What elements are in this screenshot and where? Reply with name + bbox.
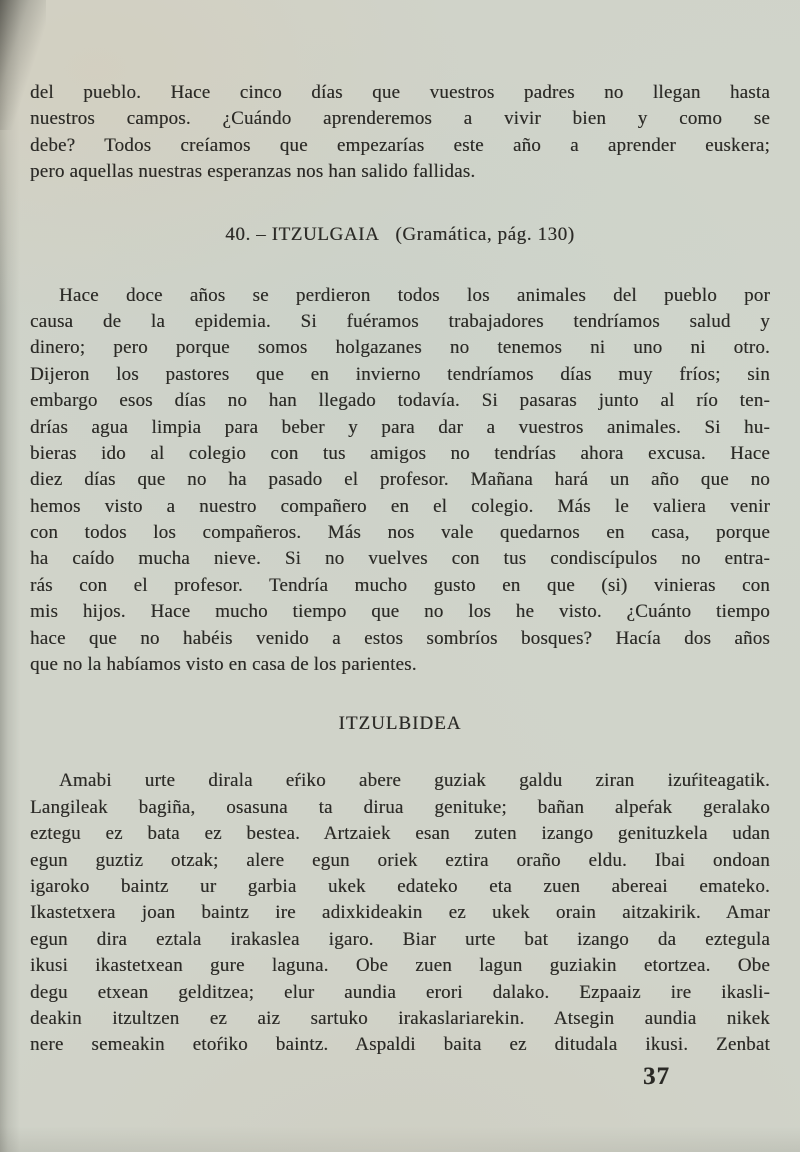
text-line: mis hijos. Hace mucho tiempo que no los he visto. ¿Cuánto tiempo	[30, 601, 770, 623]
text-line: causa de la epidemia. Si fuéramos trabajadores tendríamos salud y	[30, 310, 770, 332]
text-line: egun dira eztala irakaslea igaro. Biar urte bat izango da eztegula	[30, 928, 770, 950]
text-line: Ikastetxera joan baintz ire adixkideakin ez ukek orain aitzakirik. Amar	[30, 902, 770, 924]
text-line: hace que no habéis venido a estos sombríos bosques? Hacía dos años	[30, 627, 770, 649]
text-line: bieras ido al colegio con tus amigos no tendrías ahora excusa. Hace	[30, 442, 770, 464]
section-heading-reference: (Gramática, pág. 130)	[395, 223, 575, 245]
text-line: eztegu ez bata ez bestea. Artzaiek esan zuten izango genituzkela udan	[30, 823, 770, 845]
text-line: Hace doce años se perdieron todos los animales del pueblo por	[59, 284, 770, 306]
text-line: drías agua limpia para beber y para dar a vuestros animales. Si hu-	[30, 416, 770, 438]
text-line: igaroko baintz ur garbia ukek edateko eta zuen abereai emateko.	[30, 875, 770, 897]
text-line: diez días que no ha pasado el profesor. Mañana hará un año que no	[30, 469, 770, 491]
text-line: Amabi urte dirala eŕiko abere guziak galdu ziran izuŕiteagatik.	[59, 770, 770, 792]
text-line: nuestros campos. ¿Cuándo aprenderemos a vivir bien y como se	[30, 108, 770, 130]
text-line: pero aquellas nuestras esperanzas nos han salido fallidas.	[30, 161, 476, 183]
text-line: del pueblo. Hace cinco días que vuestros padres no llegan hasta	[30, 82, 770, 103]
text-line: embargo esos días no han llegado todavía. Si pasaras junto al río ten-	[30, 390, 770, 412]
text-line: que no la habíamos visto en casa de los parientes.	[30, 654, 417, 676]
text-line: con todos los compañeros. Más nos vale quedarnos en casa, porque	[30, 522, 770, 544]
text-line: Dijeron los pastores que en invierno tendríamos días muy fríos; sin	[30, 363, 770, 385]
text-line: ikusi ikastetxean gure laguna. Obe zuen lagun guziakin etortzea. Obe	[30, 955, 770, 977]
page-number: 37	[643, 1062, 670, 1090]
text-line: hemos visto a nuestro compañero en el colegio. Más le valiera venir	[30, 495, 770, 517]
text-line: debe? Todos creíamos que empezarías este año a aprender euskera;	[30, 134, 770, 156]
text-line: rás con el profesor. Tendría mucho gusto en que (si) vinieras con	[30, 574, 770, 596]
subsection-heading: ITZULBIDEA	[338, 713, 462, 735]
text-line: degu etxean gelditzea; elur aundia erori dalako. Ezpaaiz ire ikasli-	[30, 981, 770, 1003]
text-line: dinero; pero porque somos holgazanes no tenemos ni uno ni otro.	[30, 337, 770, 359]
section-heading	[30, 222, 770, 248]
text-line: ha caído mucha nieve. Si no vuelves con tus condiscípulos no entra-	[30, 548, 770, 570]
translation-paragraph	[30, 283, 770, 679]
text-line: egun guztiz otzak; alere egun oriek eztira oraño eldu. Ibai ondoan	[30, 849, 770, 871]
text-line: nere semeakin etoŕiko baintz. Aspaldi baita ez ditudala ikusi. Zenbat	[30, 1034, 770, 1056]
text-line: Langileak bagiña, osasuna ta dirua genituke; bañan alpeŕak geralako	[30, 796, 770, 818]
intro-paragraph	[30, 80, 770, 186]
section-heading-label: 40. – ITZULGAIA	[225, 223, 380, 245]
basque-paragraph	[30, 768, 770, 1058]
text-line: deakin itzultzen ez aiz sartuko irakaslariarekin. Atsegin aundia nikek	[30, 1007, 770, 1029]
